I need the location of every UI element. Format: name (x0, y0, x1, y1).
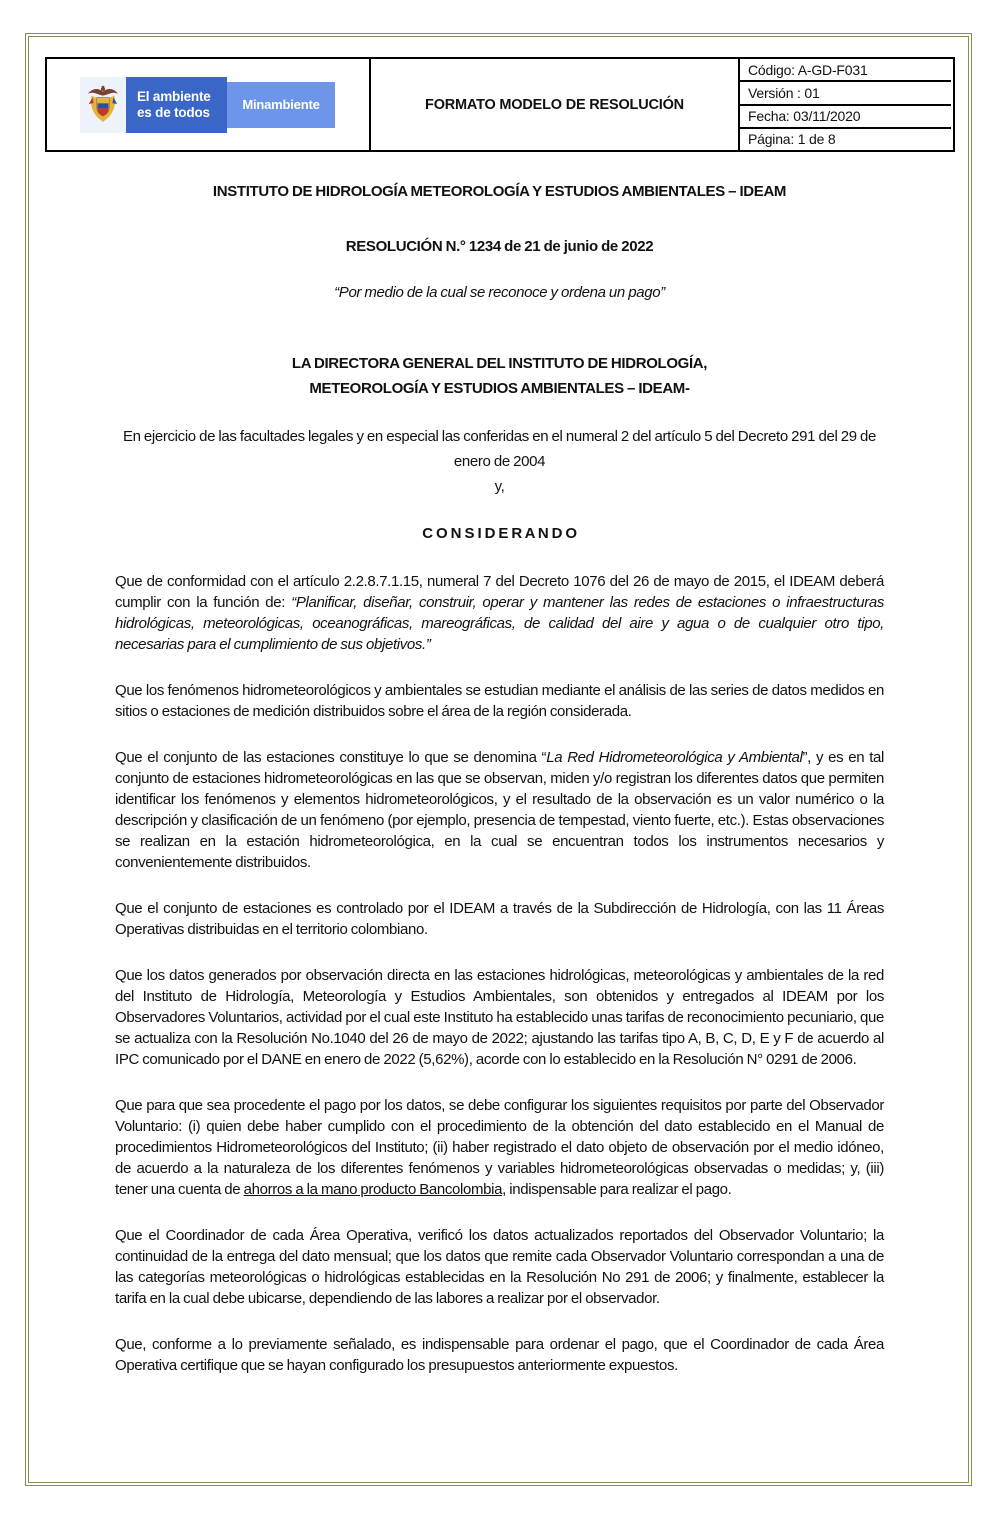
text-run: Que los datos generados por observación directa en las estaciones hidrológicas, meteorológicas y ambientales de la red del Instituto de Hidrología, Meteorología y Estudios Ambientales, son obtenidos y entregados al IDEAM por los Observadores Voluntarios, actividad por el cual este Instituto ha establecido unas tarifas de reconocimiento pecuniario, que se actualiza con la Resolución No.1040 del 26 de mayo de 2022; ajustando las tarifas tipo A, B, C, D, E y F de acuerdo al IPC comunicado por el DANE en enero de 2022 (5,62%), acorde con lo establecido en la Resolución N° 0291 de 2006. (115, 967, 884, 1068)
legal-powers-statement: En ejercicio de las facultades legales y en especial las conferidas en el numeral 2 del artículo 5 del Decreto 291 del 29 de enero de 2004 (122, 428, 877, 470)
text-run: , indispensable para realizar el pago. (502, 1181, 732, 1198)
paragraph-6 (115, 1095, 884, 1200)
paragraph-3 (115, 747, 884, 873)
text-run: Que de conformidad con el artículo 2.2.8.7.1.15, numeral 7 del Decreto 1076 del 26 de mayo de 2015, el IDEAM deberá cumplir con la función de: (115, 573, 884, 611)
meta-version: Versión : 01 (740, 82, 951, 105)
institute-title: INSTITUTO DE HIDROLOGÍA METEOROLOGÍA Y ESTUDIOS AMBIENTALES – IDEAM (212, 183, 787, 200)
text-run: Que para que sea procedente el pago por los datos, se debe configurar los siguientes requisitos por parte del Observador Voluntario: (i) quien debe haber cumplido con el procedimiento de la obtención del dato establecido en el Manual de procedimientos Hidrometeorológicos del Instituto; (ii) haber registrado el dato objeto de observación por el medio idóneo, de acuerdo a la naturaleza de los diferentes fenómenos y variables hidrometeorológicas observadas o medidas; y, (iii) tener una cuenta de (115, 1097, 884, 1198)
considerations-section (115, 571, 884, 1376)
resolution-subject: “Por medio de la cual se reconoce y ordena un pago” (334, 284, 665, 301)
text-run: Que el Coordinador de cada Área Operativa, verificó los datos actualizados reportados del Observador Voluntario; la continuidad de la entrega del dato mensual; que los datos que remite cada Observador Voluntario correspondan a una de las categorías meteorológicas o hidrológicas establecidas en la Resolución No 291 de 2006; y finalmente, establecer la tarifa en la cual debe ubicarse, dependiendo de las labores a realizar por el observador. (115, 1227, 884, 1307)
paragraph-4 (115, 898, 884, 940)
logo-tagline (126, 77, 227, 133)
authority-line1: LA DIRECTORA GENERAL DEL INSTITUTO DE HIDROLOGÍA, (291, 355, 708, 372)
authority-heading (115, 351, 884, 401)
authority-line2: METEOROLOGÍA Y ESTUDIOS AMBIENTALES – IDEAM- (309, 380, 690, 397)
text-run: ”, y es en tal conjunto de estaciones hidrometeorológicas en las que se observan, miden y/o registran los diferentes datos que permiten identificar los fenómenos y elementos hidrometeorológicos, y el resultado de la observación es un valor numérico o la descripción y clasificación de un fenómeno (por ejemplo, presencia de tempestad, viento fuerte, etc.). Estas observaciones se realizan en la estación hidrometeorológica, en la cual se encuentran todos los instrumentos necesarios y convenientemente distribuidos. (115, 749, 885, 871)
header-meta-cell (740, 59, 951, 150)
logo-cell (47, 59, 371, 150)
paragraph-5 (115, 965, 884, 1070)
meta-pagina: Página: 1 de 8 (748, 131, 836, 148)
text-run: Que el conjunto de las estaciones constituye lo que se denomina “ (115, 749, 547, 766)
header-table (45, 57, 955, 152)
page-border-frame (25, 33, 972, 1486)
text-run-italic: “Planificar, diseñar, construir, operar y mantener las redes de estaciones o infraestructuras hidrológicas, meteorológicas, oceanográficas, mareográficas, de calidad del aire y agua o de cualquier otro tipo, necesarias para el cumplimiento de sus objetivos.” (115, 594, 884, 653)
resolution-number-title: RESOLUCIÓN N.° 1234 de 21 de junio de 2022 (345, 238, 654, 255)
logo-ministry-label: Minambiente (227, 82, 335, 128)
paragraph-1 (115, 571, 884, 655)
form-title: FORMATO MODELO DE RESOLUCIÓN (425, 96, 684, 113)
text-run: Que, conforme a lo previamente señalado, es indispensable para ordenar el pago, que el Coordinador de cada Área Operativa certifique que se hayan configurado los presupuestos anteriormente expuestos. (115, 1336, 884, 1374)
logo-tagline-line2: es de todos (137, 104, 210, 120)
text-run-underline: ahorros a la mano producto Bancolombia (243, 1181, 503, 1198)
paragraph-8 (115, 1334, 884, 1376)
meta-fecha: Fecha: 03/11/2020 (740, 106, 951, 129)
form-title-cell (371, 59, 740, 150)
colombia-coat-of-arms-icon (80, 77, 126, 133)
logo-tagline-line1: El ambiente (137, 89, 211, 104)
text-run: Que los fenómenos hidrometeorológicos y ambientales se estudian mediante el análisis de las series de datos medidos en sitios o estaciones de medición distribuidos sobre el área de la región considerada. (115, 682, 884, 720)
meta-codigo: Código: A-GD-F031 (740, 59, 951, 82)
document-content (29, 152, 968, 1401)
considering-heading: C O N S I D E R A N D O (422, 525, 577, 542)
paragraph-2 (115, 680, 884, 722)
minambiente-logo (80, 77, 335, 133)
text-run-italic: La Red Hidrometeorológica y Ambiental (546, 749, 803, 766)
paragraph-7 (115, 1225, 884, 1309)
conjunction-y: y, (494, 478, 505, 495)
text-run: Que el conjunto de estaciones es controlado por el IDEAM a través de la Subdirección de Hidrología, con las 11 Áreas Operativas distribuidas en el territorio colombiano. (115, 900, 884, 938)
